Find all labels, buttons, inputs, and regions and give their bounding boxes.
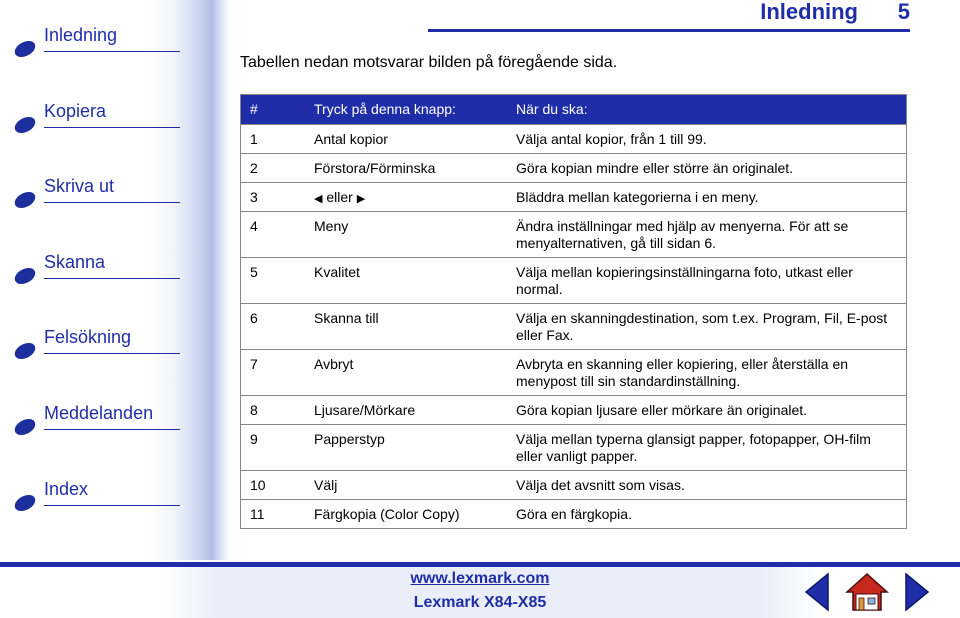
sidebar-item-felsokning[interactable] <box>0 324 190 364</box>
header-divider <box>428 29 910 32</box>
page-title: Inledning <box>760 0 858 24</box>
bullet-icon <box>12 492 38 515</box>
table-row <box>241 470 906 499</box>
table-row <box>241 257 906 303</box>
bullet-icon <box>12 340 38 363</box>
row-button: Skanna till <box>314 310 379 326</box>
row-button: Meny <box>314 218 349 234</box>
row-action: Välja en skanningdestination, som t.ex. Program, Fil, E-post eller Fax. <box>516 310 888 343</box>
website-link[interactable]: www.lexmark.com <box>410 570 550 587</box>
sidebar-item-inledning[interactable] <box>0 22 190 62</box>
row-button: Antal kopior <box>314 131 388 147</box>
sidebar-item-meddelanden[interactable] <box>0 400 190 440</box>
sidebar-item-skriva-ut[interactable] <box>0 173 190 213</box>
table-row <box>241 153 906 182</box>
row-number: 7 <box>250 356 258 372</box>
row-button: Välj <box>314 477 338 493</box>
row-action: Avbryta en skanning eller kopiering, eller återställa en menypost till sin standardinställning. <box>516 356 849 389</box>
table-row <box>241 424 906 470</box>
sidebar-item-label: Meddelanden <box>44 403 154 423</box>
table-row <box>241 182 906 211</box>
underline <box>44 278 180 279</box>
sidebar-item-kopiera[interactable] <box>0 98 190 138</box>
row-number: 6 <box>250 310 258 326</box>
row-number: 4 <box>250 218 258 234</box>
sidebar-item-label: Index <box>44 479 89 499</box>
row-button: Avbryt <box>314 356 354 372</box>
underline <box>44 505 180 506</box>
left-arrow-icon <box>802 572 832 612</box>
right-arrow-icon: ▶ <box>356 193 366 205</box>
table-row <box>241 211 906 257</box>
home-button[interactable] <box>845 572 889 612</box>
sidebar-item-label: Skriva ut <box>44 176 115 196</box>
row-button: Papperstyp <box>314 431 385 447</box>
row-number: 10 <box>250 477 266 493</box>
previous-page-button[interactable] <box>802 572 832 612</box>
underline <box>44 127 180 128</box>
underline <box>44 353 180 354</box>
row-action: Ändra inställningar med hjälp av menyerna. För att se menyalternativen, gå till sidan 6. <box>516 218 849 251</box>
left-arrow-icon: ◀ <box>314 193 323 205</box>
row-action: Göra en färgkopia. <box>516 506 632 522</box>
sidebar-item-skanna[interactable] <box>0 249 190 289</box>
intro-text: Tabellen nedan motsvarar bilden på föregående sida. <box>240 54 618 71</box>
bullet-icon <box>12 38 38 61</box>
row-number: 1 <box>250 131 258 147</box>
underline <box>44 51 180 52</box>
bullet-icon <box>12 265 38 288</box>
home-icon <box>845 572 889 612</box>
column-header-number: # <box>250 101 258 117</box>
table-row <box>241 349 906 395</box>
sidebar-item-label: Felsökning <box>44 327 132 347</box>
product-model: Lexmark X84-X85 <box>413 594 547 611</box>
row-number: 3 <box>250 189 258 205</box>
table-row <box>241 124 906 153</box>
row-button: Färgkopia (Color Copy) <box>314 506 460 522</box>
table-row <box>241 395 906 424</box>
column-header-button: Tryck på denna knapp: <box>314 101 456 117</box>
row-action: Bläddra mellan kategorierna i en meny. <box>516 189 759 205</box>
underline <box>44 429 180 430</box>
right-arrow-icon <box>902 572 932 612</box>
sidebar-nav <box>0 0 230 560</box>
row-button: Ljusare/Mörkare <box>314 402 416 418</box>
table-header <box>241 95 906 124</box>
page-number: 5 <box>897 0 910 24</box>
row-number: 5 <box>250 264 258 280</box>
sidebar-item-label: Kopiera <box>44 101 107 121</box>
bullet-icon <box>12 189 38 212</box>
row-button-text: eller <box>326 189 353 205</box>
next-page-button[interactable] <box>902 572 932 612</box>
row-action: Välja antal kopior, från 1 till 99. <box>516 131 707 147</box>
row-button: Förstora/Förminska <box>314 160 436 176</box>
bullet-icon <box>12 114 38 137</box>
row-button <box>314 189 365 208</box>
sidebar-item-label: Inledning <box>44 25 118 45</box>
row-number: 11 <box>250 506 265 522</box>
table-row <box>241 499 906 528</box>
sidebar-item-label: Skanna <box>44 252 106 272</box>
row-number: 8 <box>250 402 258 418</box>
row-action: Göra kopian ljusare eller mörkare än originalet. <box>516 402 808 418</box>
row-action: Välja mellan typerna glansigt papper, fotopapper, OH-film eller vanligt papper. <box>516 431 871 464</box>
bullet-icon <box>12 416 38 439</box>
underline <box>44 202 180 203</box>
row-number: 2 <box>250 160 258 176</box>
column-header-action: När du ska: <box>516 101 588 117</box>
table-row <box>241 303 906 349</box>
row-button: Kvalitet <box>314 264 360 280</box>
row-action: Välja det avsnitt som visas. <box>516 477 685 493</box>
sidebar-item-index[interactable] <box>0 476 190 516</box>
row-action: Välja mellan kopieringsinställningarna foto, utkast eller normal. <box>516 264 853 297</box>
row-number: 9 <box>250 431 258 447</box>
row-action: Göra kopian mindre eller större än originalet. <box>516 160 794 176</box>
button-table <box>240 94 907 529</box>
